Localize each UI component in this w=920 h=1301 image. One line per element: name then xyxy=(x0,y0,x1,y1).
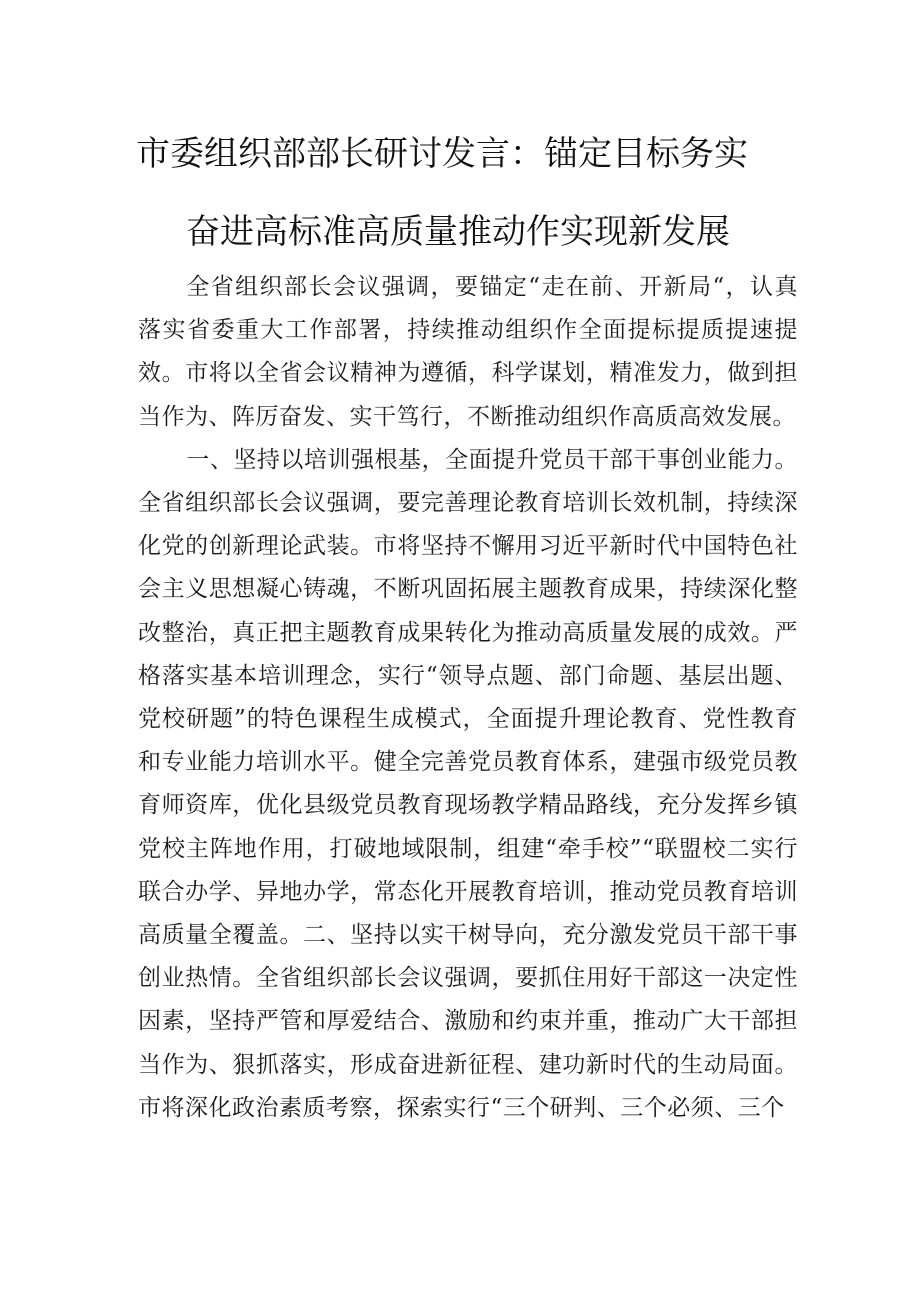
document-title-line-1: 市委组织部部长研讨发言：锚定目标务实 xyxy=(136,134,748,174)
document-body xyxy=(138,266,798,1130)
paragraph-section-1: 一、坚持以培训强根基，全面提升党员干部干事创业能力。全省组织部长会议强调，要完善理论教育培训长效机制，持续深化党的创新理论武装。市将坚持不懈用习近平新时代中国特色社会主义思想凝心铸魂，不断巩固拓展主题教育成果，持续深化整改整治，真正把主题教育成果转化为推动高质量发展的成效。严格落实基本培训理念，实行“领导点题、部门命题、基层出题、党校研题”的特色课程生成模式，全面提升理论教育、党性教育和专业能力培训水平。健全完善党员教育体系，建强市级党员教育师资库，优化县级党员教育现场教学精品路线，充分发挥乡镇党校主阵地作用，打破地域限制，组建“牵手校”“联盟校二实行联合办学、异地办学，常态化开展教育培训，推动党员教育培训高质量全覆盖。二、坚持以实干树导向，充分激发党员干部干事创业热情。全省组织部长会议强调，要抓住用好干部这一决定性因素，坚持严管和厚爱结合、激励和约束并重，推动广大干部担当作为、狠抓落实，形成奋进新征程、建功新时代的生动局面。市将深化政治素质考察，探索实行“三个研判、三个必须、三个 xyxy=(138,446,798,1121)
paragraph-intro: 全省组织部长会议强调，要锚定“走在前、开新局“，认真落实省委重大工作部署，持续推动组织作全面提标提质提速提效。市将以全省会议精神为遵循，科学谋划，精准发力，做到担当作为、阵厉奋发、实干笃行，不断推动组织作高质高效发展。 xyxy=(138,274,798,430)
document-title-line-2: 奋进高标准高质量推动作实现新发展 xyxy=(186,212,730,252)
